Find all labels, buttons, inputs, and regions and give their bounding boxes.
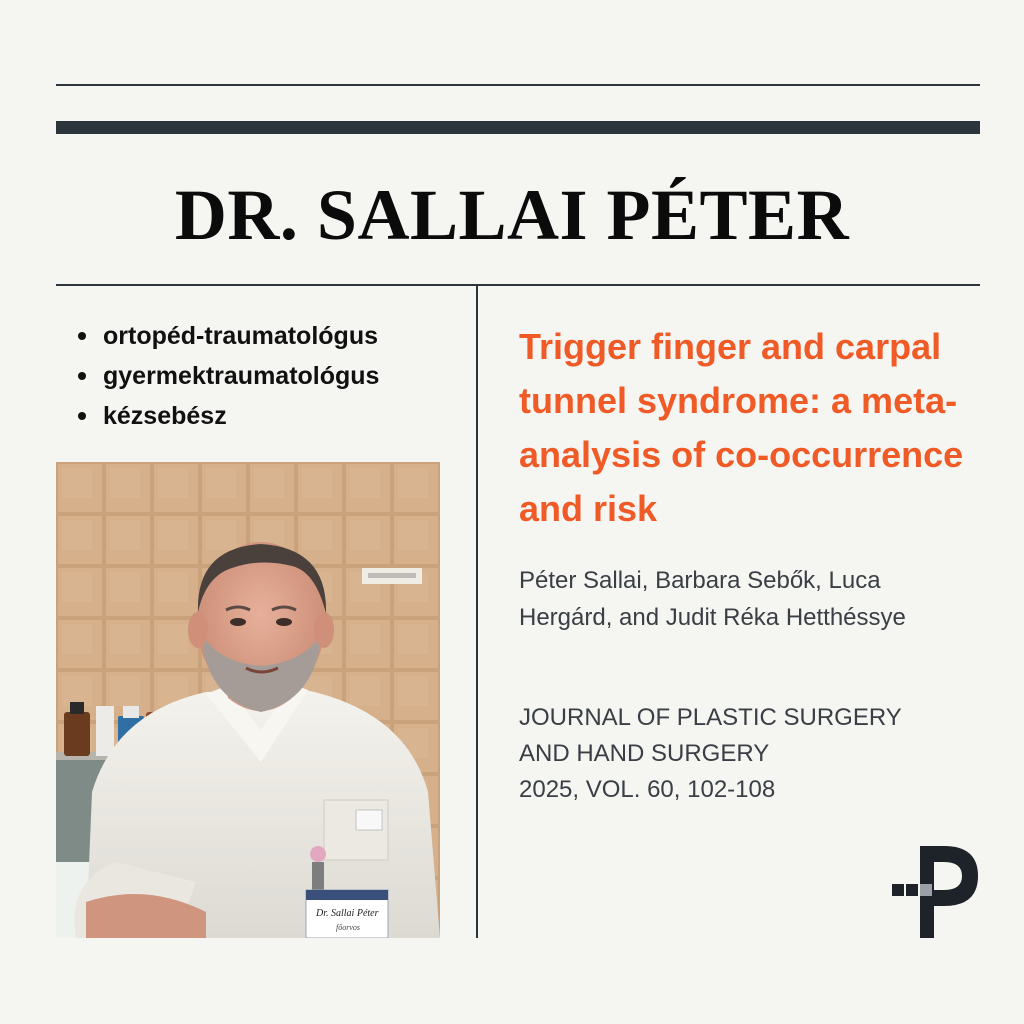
thick-divider <box>56 121 980 134</box>
journal-name-line: AND HAND SURGERY <box>519 740 770 767</box>
journal-volume-line: 2025, VOL. 60, 102-108 <box>519 776 776 803</box>
bullet-icon <box>78 412 86 420</box>
brand-logo-icon <box>888 842 984 942</box>
journal-citation <box>519 700 969 808</box>
top-divider <box>56 84 980 86</box>
section-divider <box>56 284 980 286</box>
article-title: Trigger finger and carpal tunnel syndrome: a meta-analysis of co-occurrence and risk <box>519 326 964 529</box>
badge-name-text: Dr. Sallai Péter <box>316 908 379 919</box>
specialty-list <box>78 316 379 436</box>
specialty-item: kézsebész <box>78 396 379 436</box>
doctor-name-title: DR. SALLAI PÉTER <box>174 175 850 255</box>
article-authors: Péter Sallai, Barbara Sebők, Luca Hergárd, and Judit Réka Hetthéssye <box>519 567 906 631</box>
specialty-item: ortopéd-traumatológus <box>78 316 379 356</box>
column-divider <box>476 286 478 938</box>
journal-name-line: JOURNAL OF PLASTIC SURGERY <box>519 704 902 731</box>
bullet-icon <box>78 372 86 380</box>
badge-role-text: főorvos <box>336 923 360 932</box>
doctor-portrait-photo <box>56 462 440 938</box>
bullet-icon <box>78 332 86 340</box>
specialty-item: gyermektraumatológus <box>78 356 379 396</box>
